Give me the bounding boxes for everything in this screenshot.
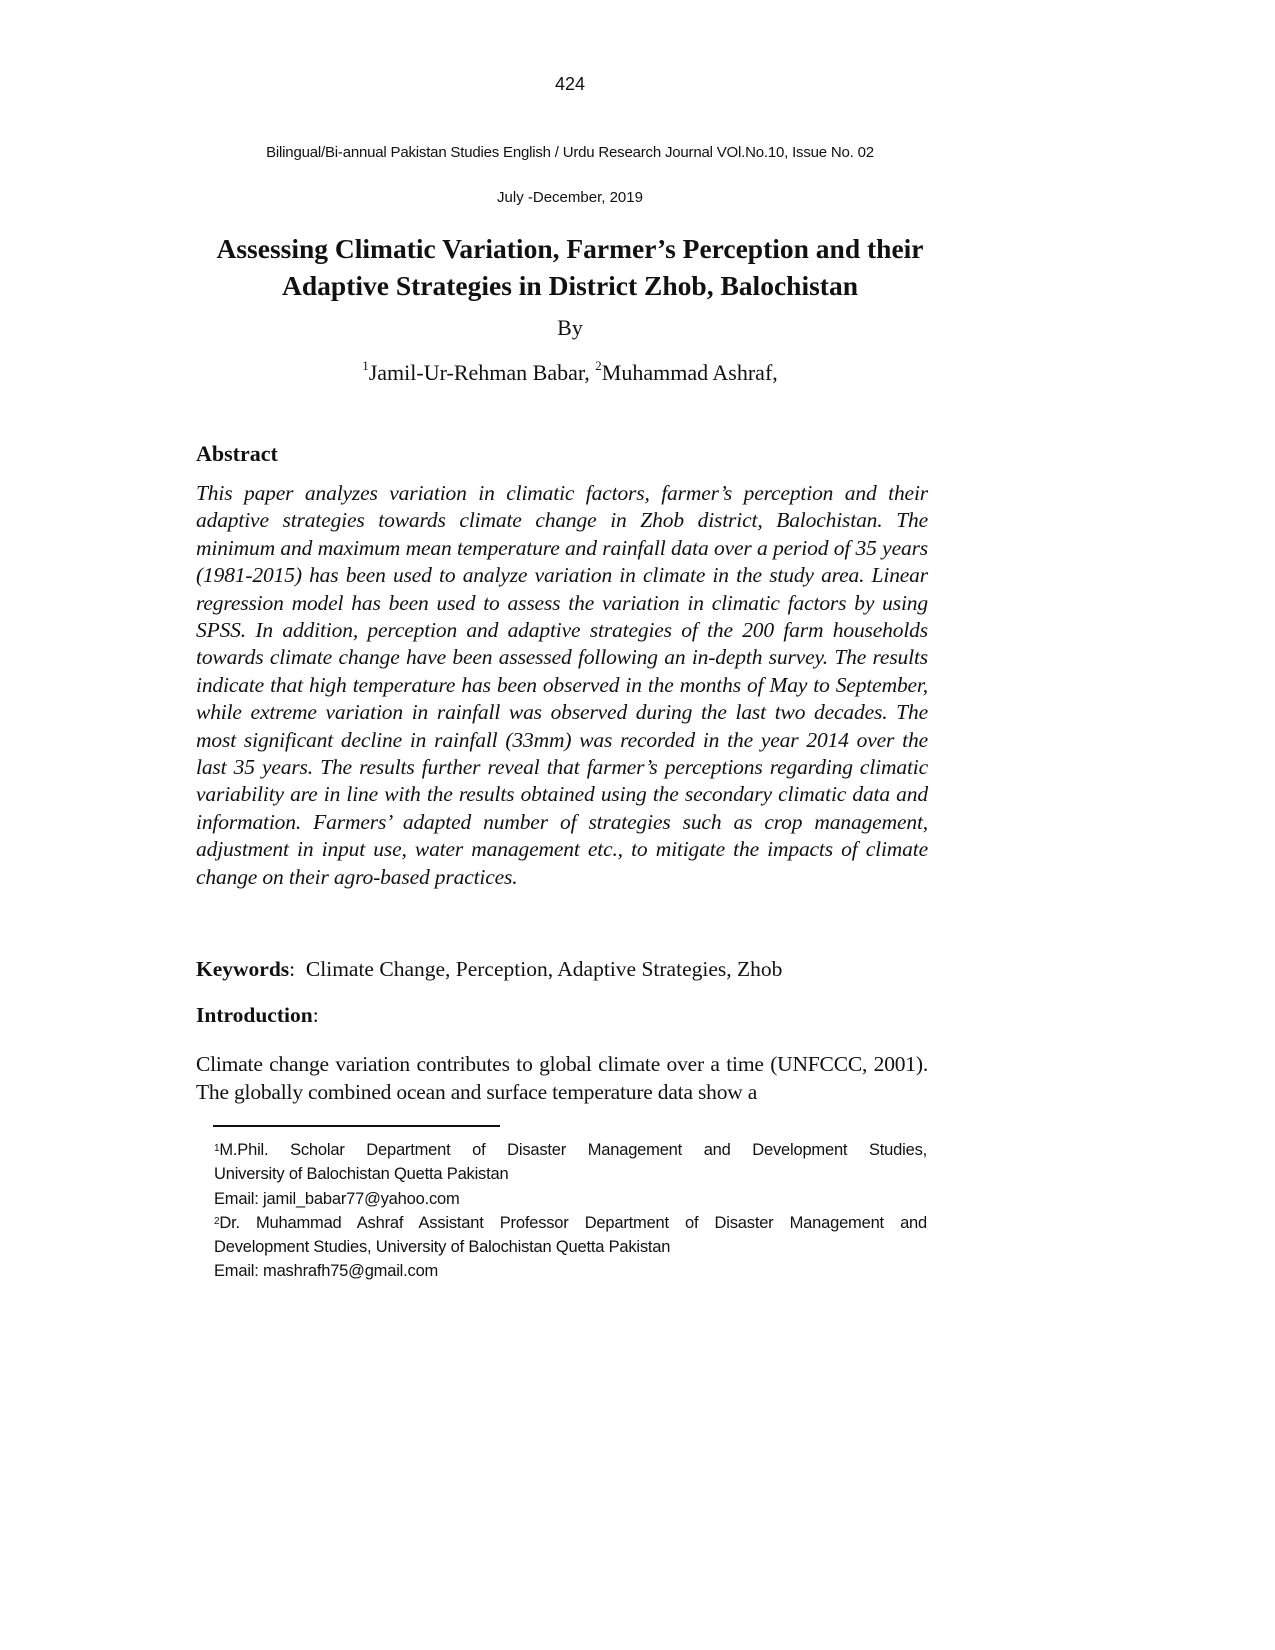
author-2-marker: 2 (595, 358, 602, 373)
byline-by: By (557, 315, 583, 340)
abstract-body: This paper analyzes variation in climatic factors, farmer’s perception and their adaptive strategies towards climate change in Zhob district, Balochistan. The minimum and maximum mean temperature and rainfall data over a period of 35 years (1981-2015) has been used to analyze variation in climate in the study area. Linear regression model has been used to assess the variation in climatic factors by using SPSS. In addition, perception and adaptive strategies of the 200 farm households towards climate change have been assessed following an in-depth survey. The results indicate that high temperature has been observed in the months of May to September, while extreme variation in rainfall was observed during the last two decades. The most significant decline in rainfall (33mm) was recorded in the year 2014 over the last 35 years. The results further reveal that farmer’s perceptions regarding climatic variability are in line with the results obtained using the secondary climatic data and information. Farmers’ adapted number of strategies such as crop management, adjustment in input use, water management etc., to mitigate the impacts of climate change on their agro-based practices. (196, 481, 928, 889)
author-1-marker: 1 (362, 358, 369, 373)
footnote-2-marker: 2 (214, 1215, 220, 1227)
abstract-heading: Abstract (196, 441, 278, 466)
footnote-1-email: Email: jamil_babar77@yahoo.com (214, 1189, 460, 1208)
keywords (196, 957, 928, 982)
page-number: 424 (554, 74, 586, 94)
keywords-text: Climate Change, Perception, Adaptive Strategies, Zhob (305, 957, 783, 981)
paper-title (160, 230, 980, 304)
author-1-name: Jamil-Ur-Rehman Babar, (368, 360, 596, 385)
footnote-2-line-1 (214, 1211, 927, 1235)
keywords-separator: : (289, 957, 306, 981)
introduction-body: Climate change variation contributes to global climate over a time (UNFCCC, 2001). The globally combined ocean and surface temperature data show a (196, 1052, 928, 1104)
keywords-label: Keywords (196, 957, 290, 981)
introduction-heading (196, 1003, 928, 1028)
footnote-divider (213, 1125, 500, 1127)
footnote-1-line-2: University of Balochistan Quetta Pakistan (214, 1165, 509, 1184)
authors (0, 360, 1140, 386)
journal-date: July -December, 2019 (497, 189, 643, 206)
introduction-label: Introduction (196, 1003, 313, 1027)
footnote-2-line-2: Development Studies, University of Balochistan Quetta Pakistan (214, 1238, 671, 1257)
title-line-2: Adaptive Strategies in District Zhob, Balochistan (282, 270, 858, 301)
footnote-1-affiliation: M.Phil. Scholar Department of Disaster Management and Development Studies, (219, 1141, 927, 1159)
footnote-1-marker: 1 (214, 1143, 220, 1154)
introduction-colon: : (312, 1003, 319, 1027)
footnotes (214, 1138, 927, 1284)
journal-header: Bilingual/Bi-annual Pakistan Studies English / Urdu Research Journal VOl.No.10, Issue No. 02 (266, 144, 874, 161)
author-2-name: Muhammad Ashraf, (601, 360, 778, 385)
title-line-1: Assessing Climatic Variation, Farmer’s Perception and their (216, 233, 924, 264)
footnote-2-affiliation: Dr. Muhammad Ashraf Assistant Professor Department of Disaster Management and (219, 1213, 927, 1232)
footnote-1-line-1 (214, 1138, 927, 1162)
footnote-2-email: Email: mashrafh75@gmail.com (214, 1262, 439, 1281)
